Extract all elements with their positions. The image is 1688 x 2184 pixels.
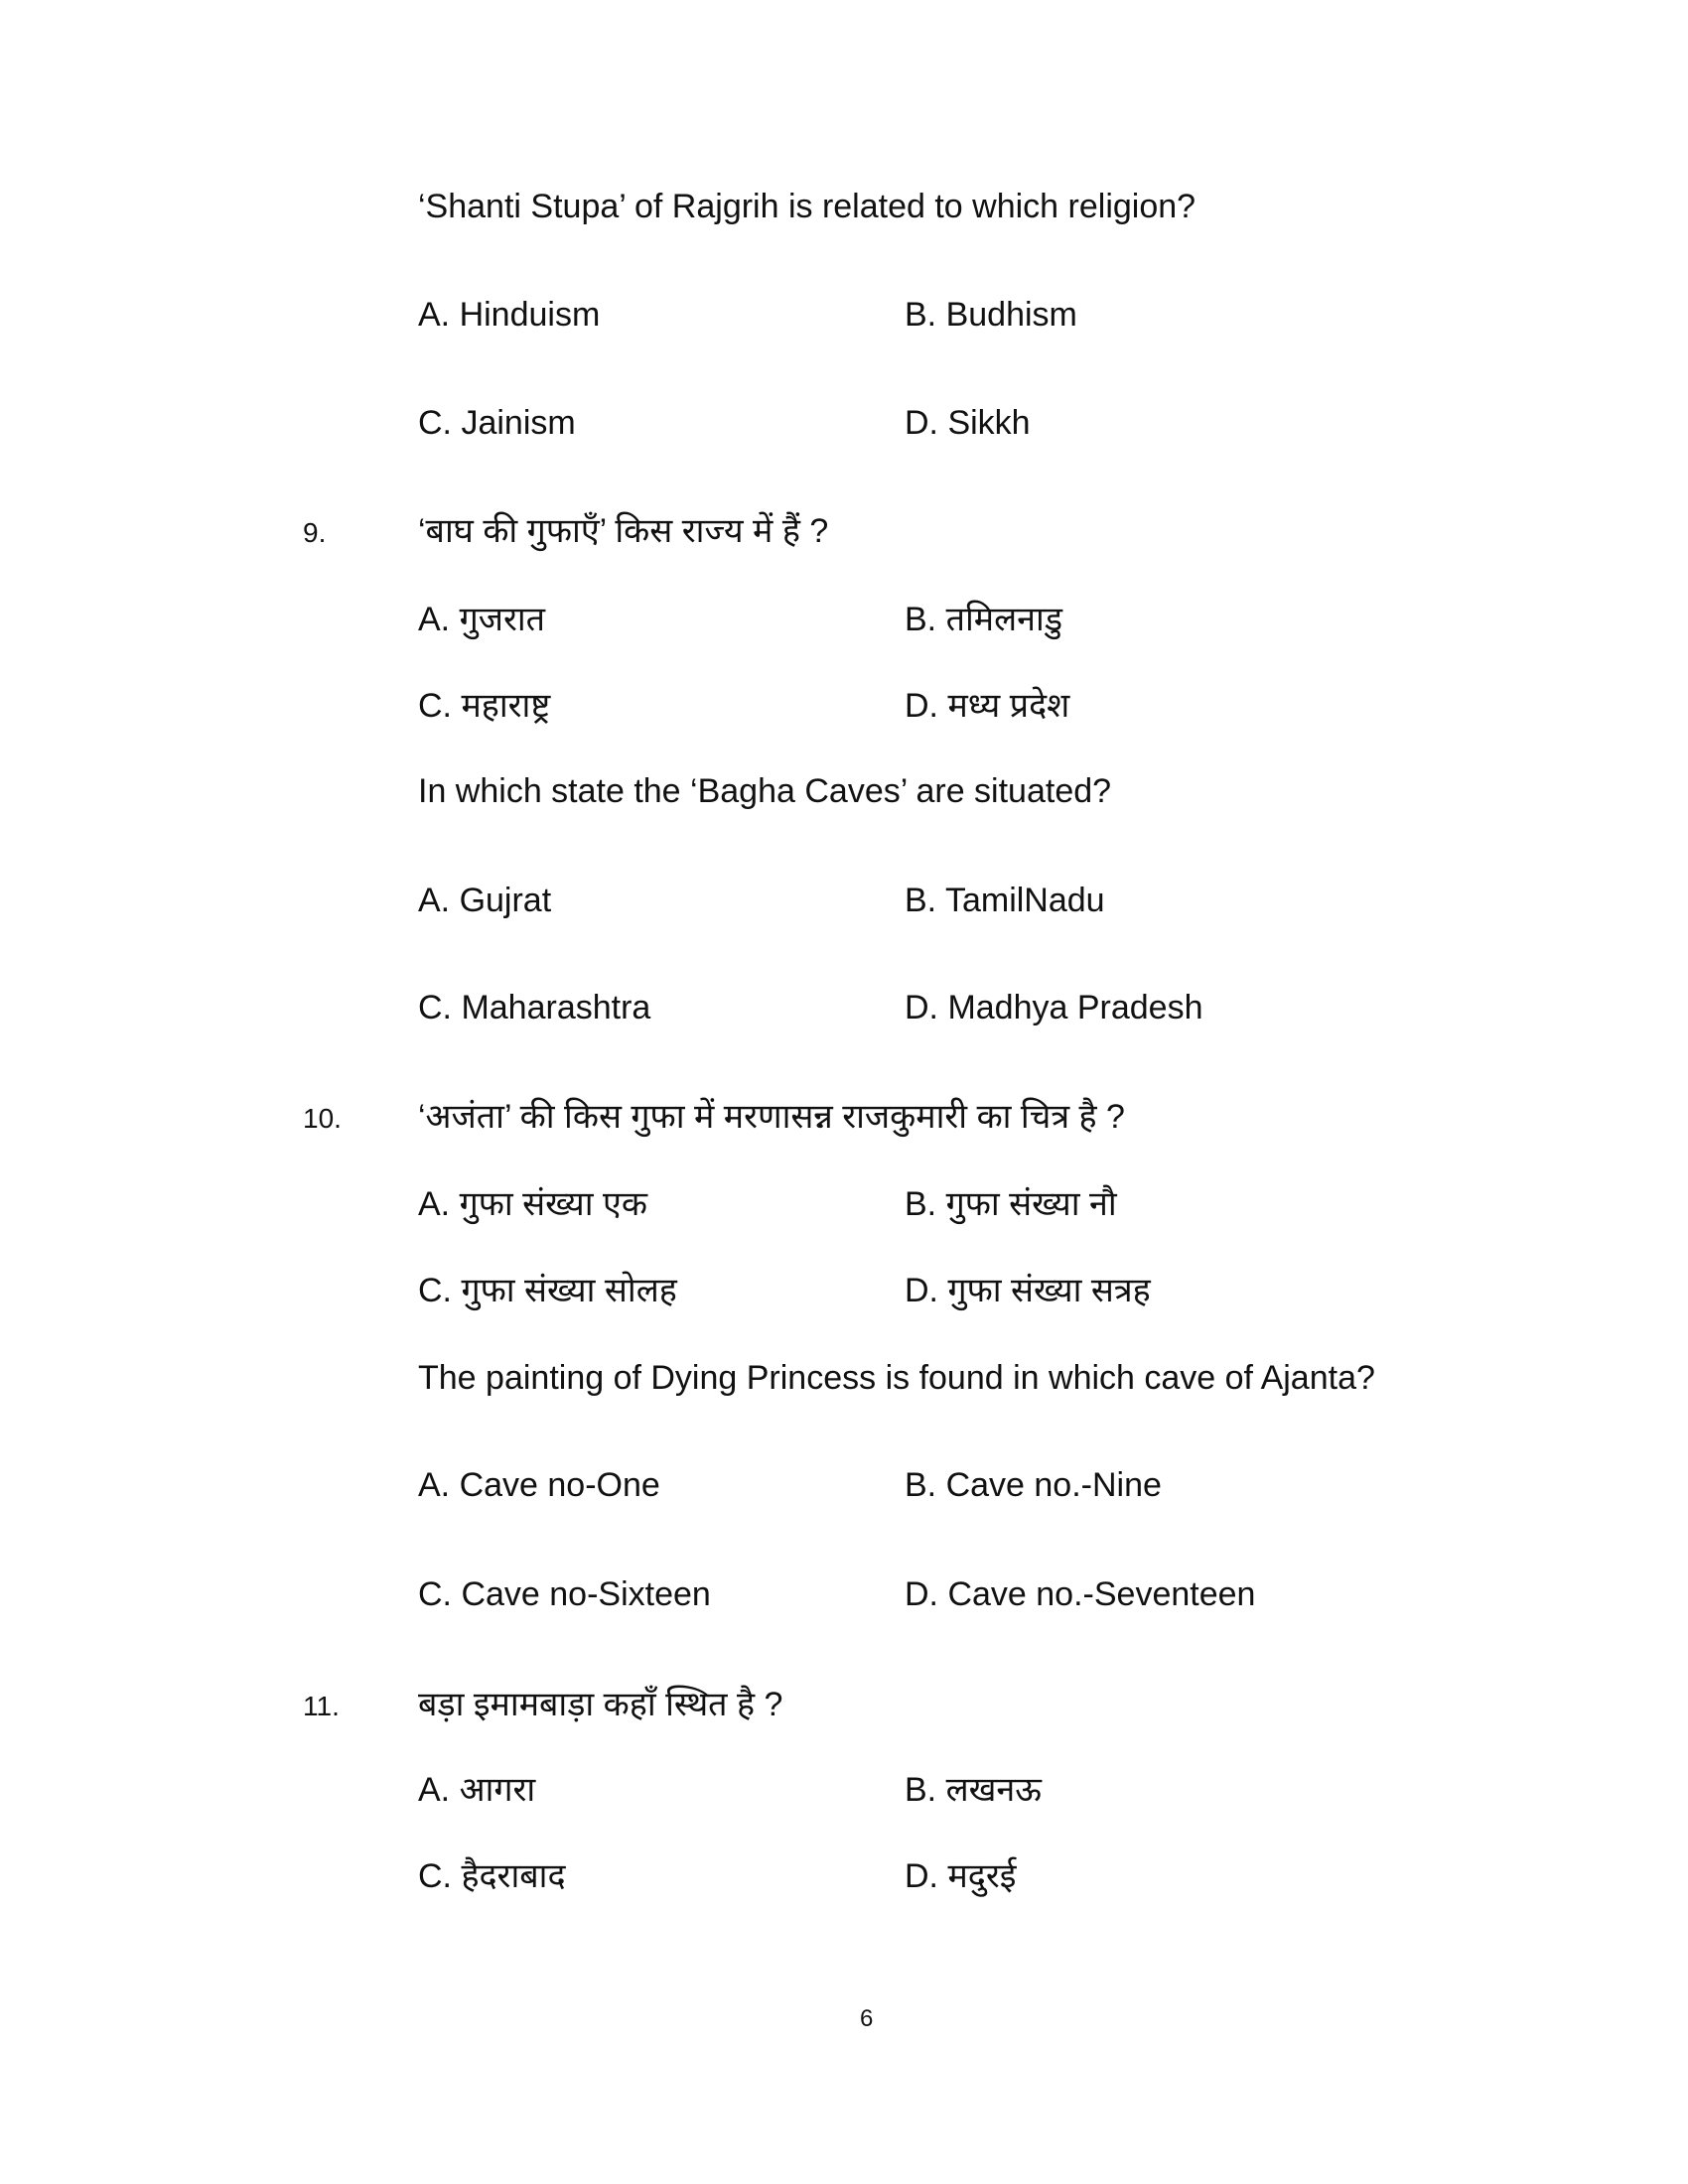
question-10-hindi: ‘अजंता’ की किस गुफा में मरणासन्न राजकुमारी का चित्र है ? [418,1098,1125,1136]
option-b: B. Cave no.-Nine [905,1466,1162,1504]
option-c: C. हैदराबाद [418,1857,566,1895]
question-9-english: In which state the ‘Bagha Caves’ are situated? [418,772,1112,810]
question-11-number: 11. [303,1691,340,1721]
option-a: A. गुजरात [418,601,546,638]
option-a: A. Cave no-One [418,1466,660,1504]
option-d: D. Cave no.-Seventeen [905,1575,1256,1613]
option-d: D. मध्य प्रदेश [905,687,1070,725]
option-b: B. Budhism [905,296,1077,334]
option-a: A. Gujrat [418,882,552,919]
option-c: C. महाराष्ट्र [418,687,551,725]
option-a: A. आगरा [418,1771,536,1809]
option-a: A. Hinduism [418,296,601,334]
question-10-number: 10. [303,1103,342,1134]
question-8-english: ‘Shanti Stupa’ of Rajgrih is related to which religion? [418,188,1196,225]
question-11-hindi: बड़ा इमामबाड़ा कहाँ स्थित है ? [418,1686,783,1723]
option-d: D. गुफा संख्या सत्रह [905,1272,1151,1309]
option-b: B. गुफा संख्या नौ [905,1185,1117,1223]
option-b: B. लखनऊ [905,1771,1042,1809]
option-a: A. गुफा संख्या एक [418,1185,647,1223]
question-9-hindi: ‘बाघ की गुफाएँ’ किस राज्य में हैं ? [418,512,829,550]
page-number: 6 [860,2005,874,2032]
option-d: D. मदुरई [905,1857,1017,1895]
option-b: B. TamilNadu [905,882,1105,919]
option-d: D. Madhya Pradesh [905,989,1203,1026]
option-d: D. Sikkh [905,404,1031,442]
option-c: C. गुफा संख्या सोलह [418,1272,677,1309]
option-c: C. Jainism [418,404,576,442]
option-c: C. Cave no-Sixteen [418,1575,711,1613]
question-10-english: The painting of Dying Princess is found in which cave of Ajanta? [418,1359,1375,1397]
option-c: C. Maharashtra [418,989,651,1026]
option-b: B. तमिलनाडु [905,601,1063,638]
question-9-number: 9. [303,517,327,548]
